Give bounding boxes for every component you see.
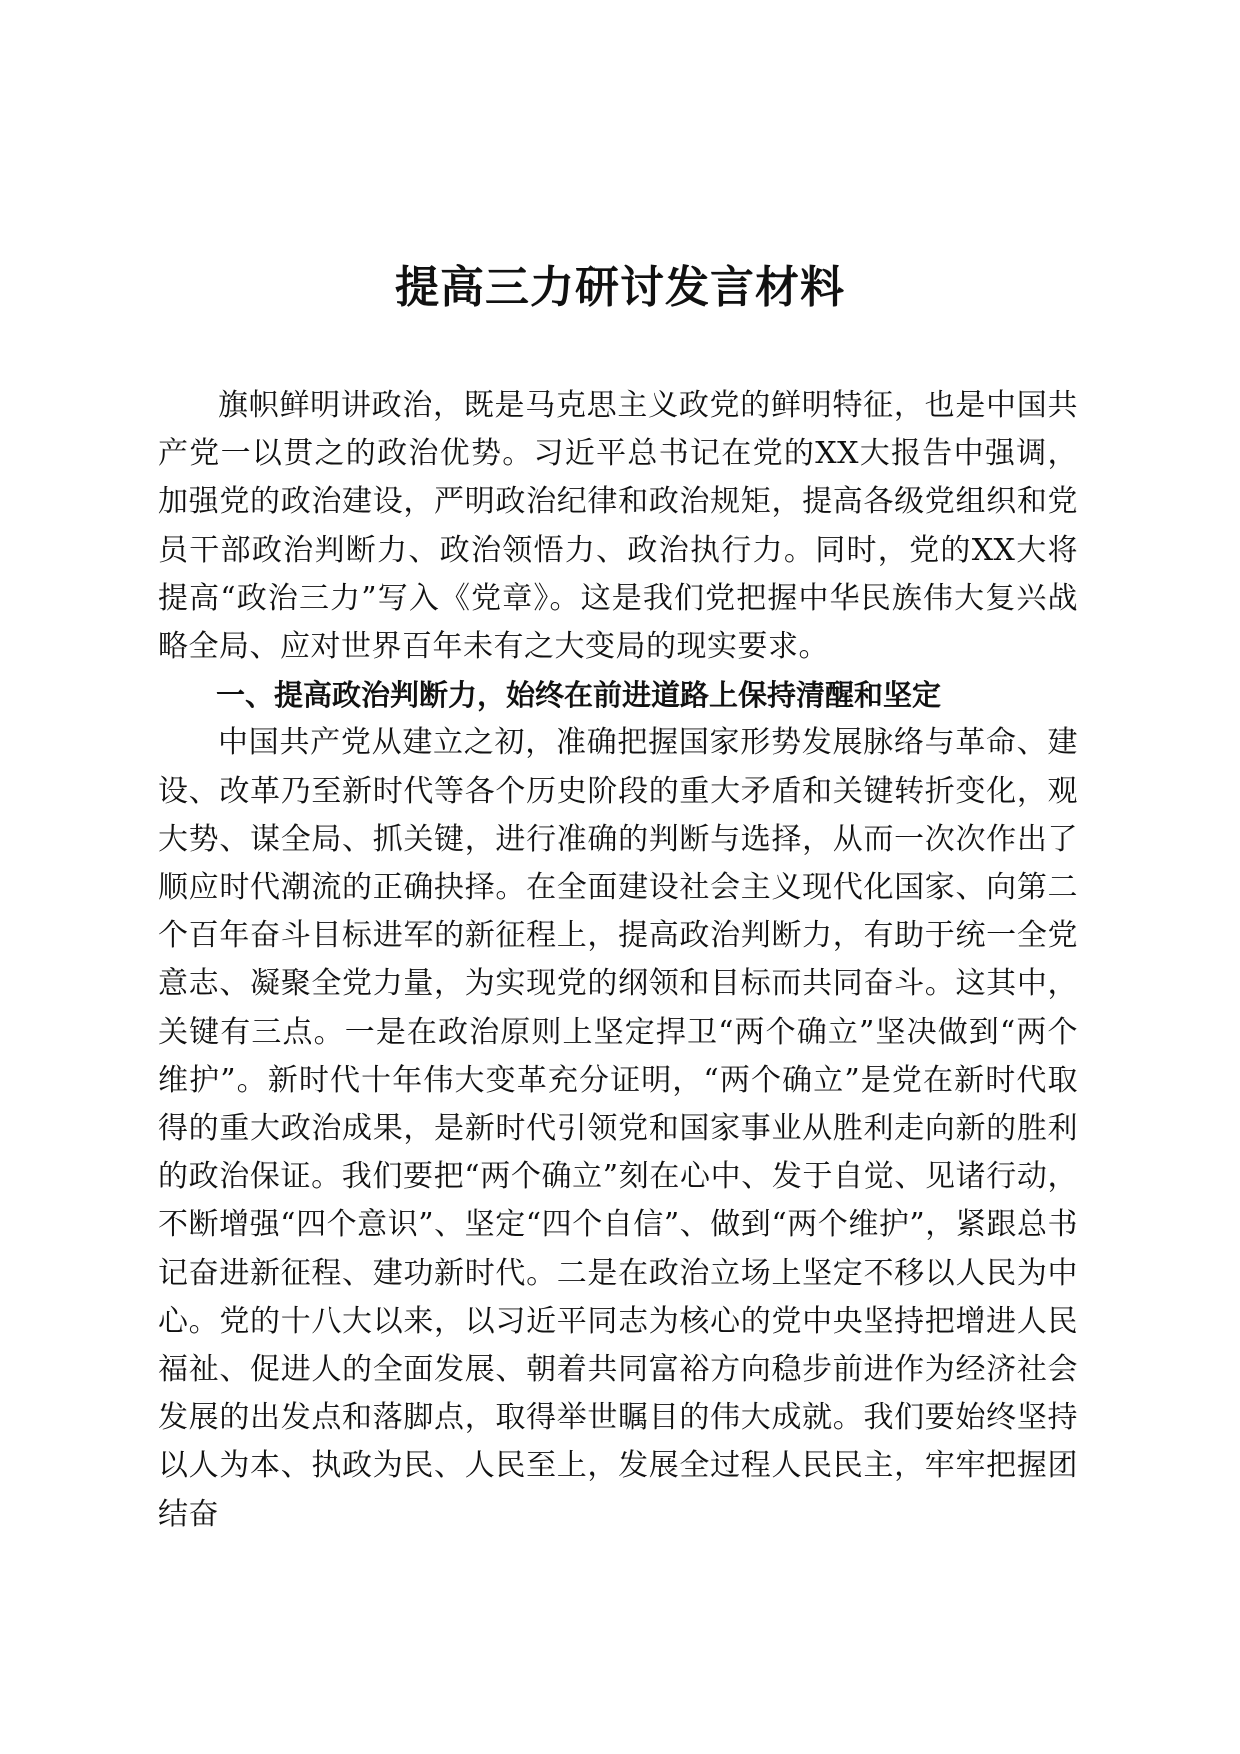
document-title: 提高三力研讨发言材料: [395, 262, 845, 313]
intro-paragraph: 旗帜鲜明讲政治，既是马克思主义政党的鲜明特征，也是中国共产党一以贯之的政治优势。习近平总书记在党的XX大报告中强调，加强党的政治建设，严明政治纪律和政治规矩，提高各级党组织和党员干部政治判断力、政治领悟力、政治执行力。同时，党的XX大将提高“政治三力”写入《党章》。这是我们党把握中华民族伟大复兴战略全局、应对世界百年未有之大变局的现实要求。: [158, 388, 1078, 665]
document-body: [158, 382, 1078, 1539]
section-heading-1: 一、提高政治判断力，始终在前进道路上保持清醒和坚定: [216, 678, 942, 713]
section-1-paragraph: 中国共产党从建立之初，准确把握国家形势发展脉络与革命、建设、改革乃至新时代等各个历史阶段的重大矛盾和关键转折变化，观大势、谋全局、抓关键，进行准确的判断与选择，从而一次次作出了顺应时代潮流的正确抉择。在全面建设社会主义现代化国家、向第二个百年奋斗目标进军的新征程上，提高政治判断力，有助于统一全党意志、凝聚全党力量，为实现党的纲领和目标而共同奋斗。这其中，关键有三点。一是在政治原则上坚定捍卫“两个确立”坚决做到“两个维护”。新时代十年伟大变革充分证明，“两个确立”是党在新时代取得的重大政治成果，是新时代引领党和国家事业从胜利走向新的胜利的政治保证。我们要把“两个确立”刻在心中、发于自觉、见诸行动，不断增强“四个意识”、坚定“四个自信”、做到“两个维护”，紧跟总书记奋进新征程、建功新时代。二是在政治立场上坚定不移以人民为中心。党的十八大以来，以习近平同志为核心的党中央坚持把增进人民福祉、促进人的全面发展、朝着共同富裕方向稳步前进作为经济社会发展的出发点和落脚点，取得举世瞩目的伟大成就。我们要始终坚持以人为本、执政为民、人民至上，发展全过程人民民主，牢牢把握团结奋: [158, 725, 1078, 1532]
